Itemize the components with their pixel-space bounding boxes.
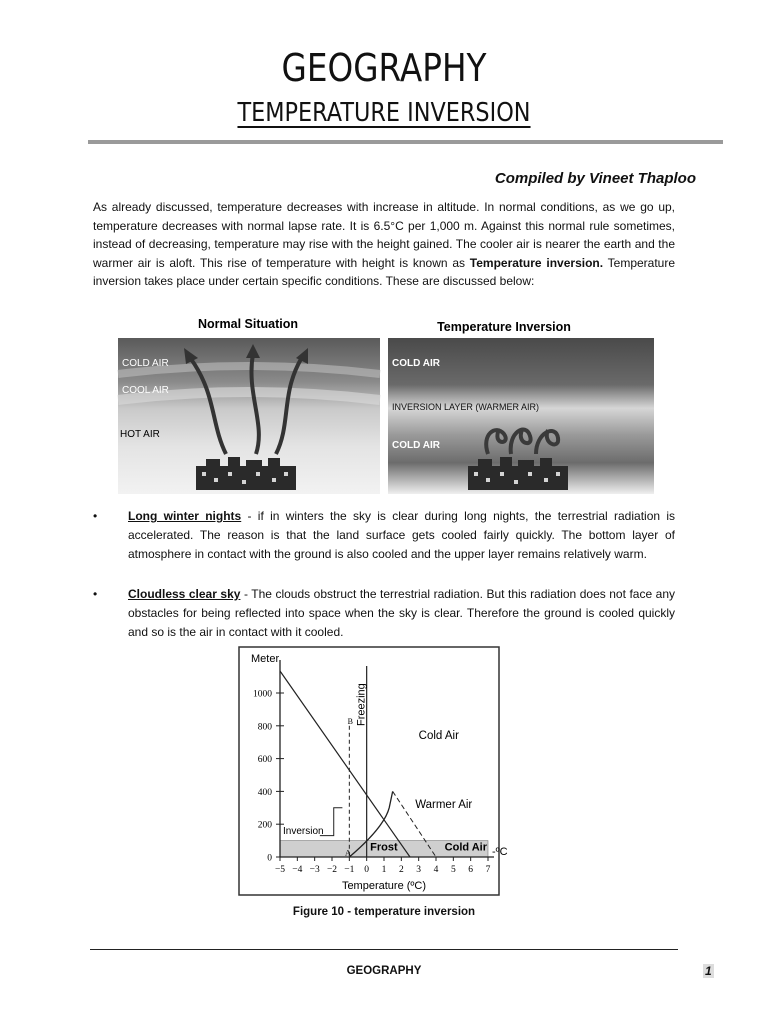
cold-air-bottom-label: Cold Air	[444, 841, 488, 854]
x-tick-label: 4	[433, 865, 439, 875]
bullet-long-winter-nights	[93, 507, 675, 564]
x-tick-label: 5	[450, 865, 456, 875]
normal-label-hot: HOT AIR	[120, 429, 160, 440]
x-tick-label: 2	[398, 865, 404, 875]
bullet-cloudless-sky	[93, 585, 675, 642]
x-axis-label: Temperature (ºC)	[341, 880, 427, 892]
inversion-label-cold-bottom: COLD AIR	[392, 440, 440, 451]
y-tick-label: 600	[257, 755, 272, 766]
bullet-dot: •	[93, 509, 98, 523]
frost-label: Frost	[370, 841, 398, 854]
y-axis-label: Meter	[251, 653, 280, 665]
warmer-air-label: Warmer Air	[415, 798, 473, 811]
inversion-title: Temperature Inversion	[437, 320, 571, 334]
inversion-label: Inversion	[283, 826, 324, 838]
point-a-label: A	[345, 848, 351, 858]
normal-title: Normal Situation	[197, 317, 299, 331]
x-tick-label: −3	[309, 865, 320, 875]
x-tick-label: −5	[274, 865, 286, 875]
header-divider	[88, 140, 723, 144]
bullet-term: Cloudless clear sky	[128, 587, 241, 601]
freezing-label: Freezing	[355, 683, 368, 726]
y-tick-label: 400	[257, 787, 272, 798]
x-tick-label: −4	[292, 865, 303, 875]
inversion-illustration	[116, 314, 656, 496]
page-number: 1	[705, 964, 712, 978]
footer-label: GEOGRAPHY	[346, 965, 422, 977]
y-tick-label: 800	[257, 722, 272, 733]
bullet-dot: •	[93, 587, 98, 601]
intro-part2: Temperature inversion takes place under certain specific conditions. These are discussed below:	[93, 255, 676, 289]
page-subtitle	[54, 98, 714, 128]
point-b-label: B	[347, 717, 353, 727]
inversion-label-layer: INVERSION LAYER (WARMER AIR)	[392, 402, 540, 412]
y-tick-label: 200	[257, 820, 272, 831]
x-tick-label: −2	[326, 865, 338, 875]
intro-part1: As already discussed, temperature decreases with increase in altitude. In normal conditions, as we go up, temperature decreases with normal lapse rate. It is 6.5°C per 1,000 m. Against this normal rule sometimes, instead of decreasing, temperature may rise with the height gained. The cooler air is nearer the earth and the warmer air is aloft. This rise of temperature with height is known as	[93, 200, 675, 270]
x-tick-label: 7	[485, 865, 491, 875]
cold-air-label: Cold Air	[418, 729, 459, 742]
normal-label-cool: COOL AIR	[122, 385, 169, 396]
intro-paragraph	[93, 198, 675, 291]
intro-bold-term: Temperature inversion.	[469, 255, 604, 270]
y-tick-label: 0	[267, 853, 272, 864]
bullet-term: Long winter nights	[128, 509, 242, 523]
x-tick-label: 3	[416, 865, 422, 875]
inversion-label-cold-top: COLD AIR	[392, 358, 440, 369]
bullet-text: - The clouds obstruct the terrestrial radiation. But this radiation does not face any obstacles for being reflected into space when the sky is clear. Therefore the ground is cooled quickly and so is the air in contact with it cooled.	[128, 587, 676, 639]
figure-caption: Figure 10 - temperature inversion	[292, 906, 476, 918]
page-title: GEOGRAPHY	[281, 46, 487, 90]
x-tick-label: 1	[381, 865, 387, 875]
x-tick-label: 6	[468, 865, 474, 875]
y-tick-label: 1000	[253, 689, 272, 700]
normal-label-cold: COLD AIR	[122, 358, 169, 369]
subtitle-text: TEMPERATURE INVERSION	[237, 98, 531, 128]
bullet-text: - if in winters the sky is clear during long nights, the terrestrial radiation is accelerated. The reason is that the land surface gets cooled fairly quickly. The bottom layer of atmosphere in contact with the ground is also cooled and the upper layer remains relatively warm.	[128, 509, 675, 561]
unit-label: -ºC	[492, 846, 508, 858]
footer-divider	[90, 949, 678, 950]
x-tick-label: 0	[364, 865, 370, 875]
temperature-height-chart	[238, 646, 508, 896]
byline: Compiled by Vineet Thaploo	[494, 170, 696, 187]
x-tick-label: −1	[344, 865, 355, 875]
